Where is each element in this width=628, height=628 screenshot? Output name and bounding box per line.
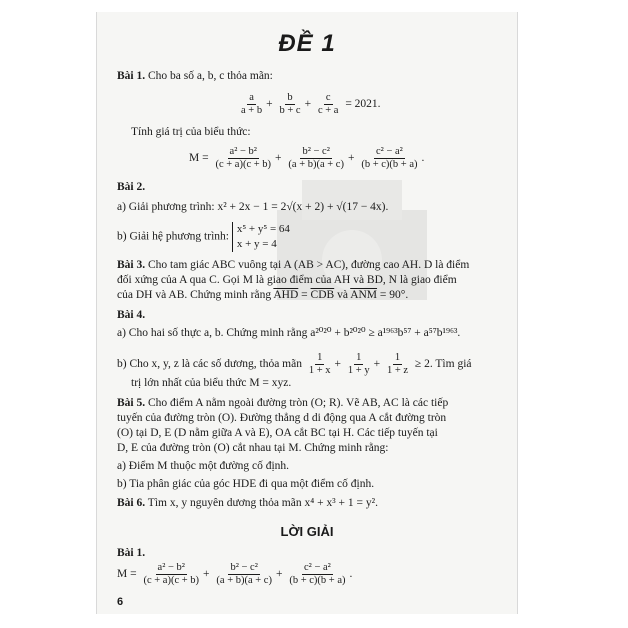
problem-1-intro: Bài 1. Cho ba số a, b, c thỏa mãn: <box>117 70 273 82</box>
problem-4b-line-1: b) Cho x, y, z là các số dương, thỏa mãn $\frac{1}{1 + x}$ + $\frac{1}{1 + y}$ + $\frac{1}{1 + z}$ ≥ 2. Tìm giá <box>117 352 472 376</box>
problem-5b: b) Tia phân giác của góc HDE đi qua một điểm cố định. <box>117 478 375 490</box>
problem-4-label: Bài 4. <box>117 309 146 321</box>
problem-2a: a) Giải phương trình: x² + 2x − 1 = 2√(x + 2) + √(17 − 4x). <box>117 201 389 213</box>
solution-problem-1-label: Bài 1. <box>117 547 146 559</box>
exam-title: ĐỀ 1 <box>278 30 336 57</box>
problem-3-line-2: đối xứng của A qua C. Gọi M là giao điểm của AH và BD, N là giao điểm <box>117 274 457 286</box>
problem-2b: b) Giải hệ phương trình: x⁵ + y⁵ = 64 x + y = 4 <box>117 223 290 250</box>
problem-5-line-4: D, E của đường tròn (O) cắt nhau tại M. Chứng minh rằng: <box>117 442 389 454</box>
problem-5-line-1: Bài 5. Cho điểm A nằm ngoài đường tròn (O; R). Vẽ AB, AC là các tiếp <box>117 397 449 409</box>
problem-4a: a) Cho hai số thực a, b. Chứng minh rằng a²⁰²⁰ + b²⁰²⁰ ≥ a¹⁹⁶³b⁵⁷ + a⁵⁷b¹⁹⁶³. <box>117 327 461 339</box>
problem-2-label: Bài 2. <box>117 181 146 193</box>
problem-1-expression: M = $\frac{\text{a² − b²}}{(c + a)(c + b)}$ + $\frac{\text{b² − c²}}{(a + b)(a + c)}$ + $\frac{\text{c² − a²}}{(b + c)(b + a)}$ . <box>189 146 425 170</box>
problem-5-line-3: (O) tại D, E (D nằm giữa A và E), OA cắt BC tại H. Các tiếp tuyến tại <box>117 427 438 439</box>
problem-5-line-2: tuyến của đường tròn (O). Đường thẳng d di động qua A cắt đường tròn <box>117 412 447 424</box>
page-number: 6 <box>117 596 124 608</box>
problem-6: Bài 6. Tìm x, y nguyên dương thỏa mãn x⁴ + x³ + 1 = y². <box>117 497 378 509</box>
solution-title: LỜI GIẢI <box>280 524 334 539</box>
problem-1-condition: $\frac{a}{a + b}$ + $\frac{b}{b + c}$ + $\frac{c}{c + a}$ = 2021. <box>241 92 381 116</box>
problem-3-line-3: của DH và AB. Chứng minh rằng $\overline{AHD} = \overline{CDB}$ và $\overline{ANM} = 90^\circ$. <box>117 289 409 301</box>
problem-1-ask: Tính giá trị của biểu thức: <box>131 126 251 138</box>
solution-expression: M = $\frac{\text{a² − b²}}{(c + a)(c + b)}$ + $\frac{\text{b² − c²}}{(a + b)(a + c)}$ + $\frac{\text{c² − a²}}{(b + c)(b + a)}$ . <box>117 562 353 586</box>
book-page <box>96 12 518 614</box>
problem-3-line-1: Bài 3. Cho tam giác ABC vuông tại A (AB > AC), đường cao AH. D là điểm <box>117 259 470 271</box>
problem-4b-line-2: trị lớn nhất của biểu thức M = xyz. <box>131 377 292 389</box>
problem-5a: a) Điểm M thuộc một đường cố định. <box>117 460 290 472</box>
